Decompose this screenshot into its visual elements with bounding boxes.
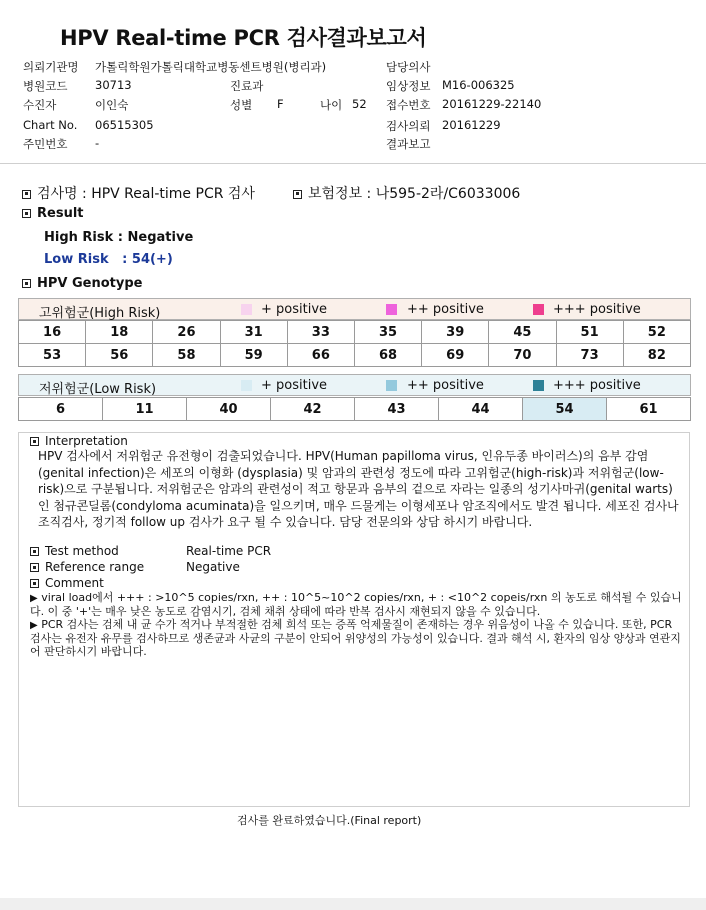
comment-1-text: viral load에서 +++ : >10^5 copies/rxn, ++ : 10^5~10^2 copies/rxn, + : <10^2 copeis/rxn 의 농도로 해석될 수 있습니다. 이 중 '+'는 매우 낮은 농도로 감염시기, 검체 채취 상태에 따라 반복 검사시 재현되지 않을 수 있습니다.	[30, 591, 682, 618]
bullet-icon	[22, 209, 31, 218]
collector-value: 이인숙	[95, 98, 129, 112]
interpretation-heading	[30, 434, 128, 448]
test-name-text: 검사명 : HPV Real-time PCR 검사	[37, 186, 255, 202]
hospital-code-label: 병원코드	[23, 79, 68, 93]
genotype-cell: 53	[19, 344, 86, 367]
genotype-cell: 26	[153, 321, 220, 344]
comment-label: Comment	[45, 576, 104, 590]
legend-plus2: ++ positive	[407, 302, 484, 317]
clinical-value: M16-006325	[442, 78, 515, 92]
test-method	[30, 544, 119, 558]
low-risk-result: Low Risk : 54(+)	[44, 252, 173, 267]
genotype-heading	[22, 276, 142, 291]
dept-label: 진료과	[230, 79, 264, 93]
bullet-icon	[30, 547, 39, 556]
genotype-cell: 6	[19, 398, 103, 421]
institution-label: 의뢰기관명	[23, 60, 79, 74]
genotype-cell: 35	[354, 321, 421, 344]
page-bottom-bar	[0, 898, 706, 910]
genotype-cell: 39	[422, 321, 489, 344]
bullet-icon	[30, 563, 39, 572]
comment-1	[30, 591, 686, 618]
interpretation-text: HPV 검사에서 저위험군 유전형이 검출되었습니다. HPV(Human papilloma virus, 인유두종 바이러스)의 음부 감염(genital infection)은 세포의 이형화 (dysplasia) 및 암과의 관련성 정도에 따라 고위험군(high-risk)과 저위험군(low-risk)으로 구분됩니다. 저위험군은 암과의 관련성이 적고 항문과 음부의 겉으로 자라는 일종의 성기사마귀(genital warts)인 첨규콘딜롬(condyloma acuminata)을 일으키며, 매우 드물게는 이형세포나 암조직에서도 발견 됩니다. 세포진 검사나 조직검사, 정기적 follow up 검사가 요구 될 수 있습니다. 담당 전문의와 상담 하시기 바랍니다.	[38, 449, 679, 529]
divider	[0, 163, 706, 164]
genotype-cell: 31	[220, 321, 287, 344]
receipt-value: 20161229-22140	[442, 97, 542, 111]
result-heading	[22, 206, 84, 221]
genotype-cell: 73	[556, 344, 623, 367]
legend-plus3: +++ positive	[553, 302, 641, 317]
plus-swatch	[241, 304, 252, 315]
chart-value: 06515305	[95, 118, 154, 132]
genotype-cell: 45	[489, 321, 556, 344]
bullet-icon	[293, 190, 302, 199]
bullet-icon	[22, 190, 31, 199]
comment-2	[30, 618, 686, 658]
interpretation-heading-text: Interpretation	[45, 434, 128, 448]
id-label: 주민번호	[23, 137, 68, 151]
plus2-swatch	[386, 380, 397, 391]
genotype-cell: 61	[607, 398, 691, 421]
genotype-cell: 44	[439, 398, 523, 421]
age-label: 나이	[320, 98, 343, 112]
id-value: -	[95, 136, 100, 150]
genotype-cell: 68	[354, 344, 421, 367]
legend-plus: + positive	[261, 378, 328, 393]
genotype-cell: 82	[623, 344, 690, 367]
genotype-cell: 43	[355, 398, 439, 421]
genotype-cell: 52	[623, 321, 690, 344]
high-risk-table	[18, 320, 691, 367]
request-label: 검사의뢰	[386, 119, 431, 133]
triangle-bullet-icon: ▶	[30, 593, 38, 604]
collector-label: 수진자	[23, 98, 57, 112]
low-risk-band	[18, 374, 691, 396]
test-method-label: Test method	[45, 544, 119, 558]
chart-label: Chart No.	[23, 118, 78, 132]
sex-value: F	[277, 97, 284, 111]
genotype-cell: 33	[287, 321, 354, 344]
test-method-value: Real-time PCR	[186, 544, 272, 558]
report-title: HPV Real-time PCR 검사결과보고서	[60, 26, 427, 50]
legend-plus: + positive	[261, 302, 328, 317]
genotype-cell: 42	[271, 398, 355, 421]
genotype-cell: 70	[489, 344, 556, 367]
low-risk-table	[18, 397, 691, 421]
insurance-text: 보험정보 : 나595-2라/C6033006	[308, 186, 521, 202]
low-risk-label: 저위험군(Low Risk)	[39, 382, 157, 397]
sex-label: 성별	[230, 98, 253, 112]
genotype-cell: 11	[103, 398, 187, 421]
high-risk-result: High Risk : Negative	[44, 230, 194, 245]
institution-value: 가톨릭학원가톨릭대학교병동센트병원(병리과)	[95, 60, 327, 74]
plus-swatch	[241, 380, 252, 391]
genotype-cell: 16	[19, 321, 86, 344]
footer-status: 검사를 완료하였습니다.(Final report)	[237, 814, 422, 827]
legend-plus3: +++ positive	[553, 378, 641, 393]
request-value: 20161229	[442, 118, 501, 132]
result-heading-text: Result	[37, 206, 84, 221]
age-value: 52	[352, 97, 367, 111]
triangle-bullet-icon: ▶	[30, 620, 38, 631]
plus2-swatch	[386, 304, 397, 315]
comment-2-text: PCR 검사는 검체 내 균 수가 적거나 부적절한 검체 희석 또는 증폭 억제물질이 존재하는 경우 위음성이 나올 수 있습니다. 또한, PCR 검사는 유전자 유무를 검사하므로 생존균과 사균의 구분이 안되어 위양성의 가능성이 있습니다. 결과 해석 시, 환자의 임상 양상과 연관지어 판단하시기 바랍니다.	[30, 618, 681, 658]
receipt-label: 접수번호	[386, 98, 431, 112]
clinical-label: 임상정보	[386, 79, 431, 93]
high-risk-band	[18, 298, 691, 320]
legend-plus2: ++ positive	[407, 378, 484, 393]
bullet-icon	[22, 279, 31, 288]
test-name	[22, 183, 255, 203]
bullet-icon	[30, 579, 39, 588]
reference-range-value: Negative	[186, 560, 240, 574]
genotype-row	[19, 398, 691, 421]
genotype-cell: 56	[86, 344, 153, 367]
comment-heading	[30, 576, 104, 590]
report-label: 결과보고	[386, 137, 431, 151]
genotype-row	[19, 321, 691, 344]
bullet-icon	[30, 437, 39, 446]
insurance-info	[293, 183, 520, 203]
reference-range	[30, 560, 144, 574]
genotype-cell: 69	[422, 344, 489, 367]
reference-range-label: Reference range	[45, 560, 145, 574]
genotype-cell: 51	[556, 321, 623, 344]
genotype-heading-text: HPV Genotype	[37, 276, 143, 291]
plus3-swatch	[533, 380, 544, 391]
genotype-row	[19, 344, 691, 367]
genotype-cell: 58	[153, 344, 220, 367]
hospital-code-value: 30713	[95, 78, 132, 92]
genotype-cell: 59	[220, 344, 287, 367]
genotype-cell: 66	[287, 344, 354, 367]
high-risk-label: 고위험군(High Risk)	[39, 306, 161, 321]
genotype-cell: 40	[187, 398, 271, 421]
plus3-swatch	[533, 304, 544, 315]
genotype-cell: 18	[86, 321, 153, 344]
genotype-cell: 54	[523, 398, 607, 421]
doctor-label: 담당의사	[386, 60, 431, 74]
